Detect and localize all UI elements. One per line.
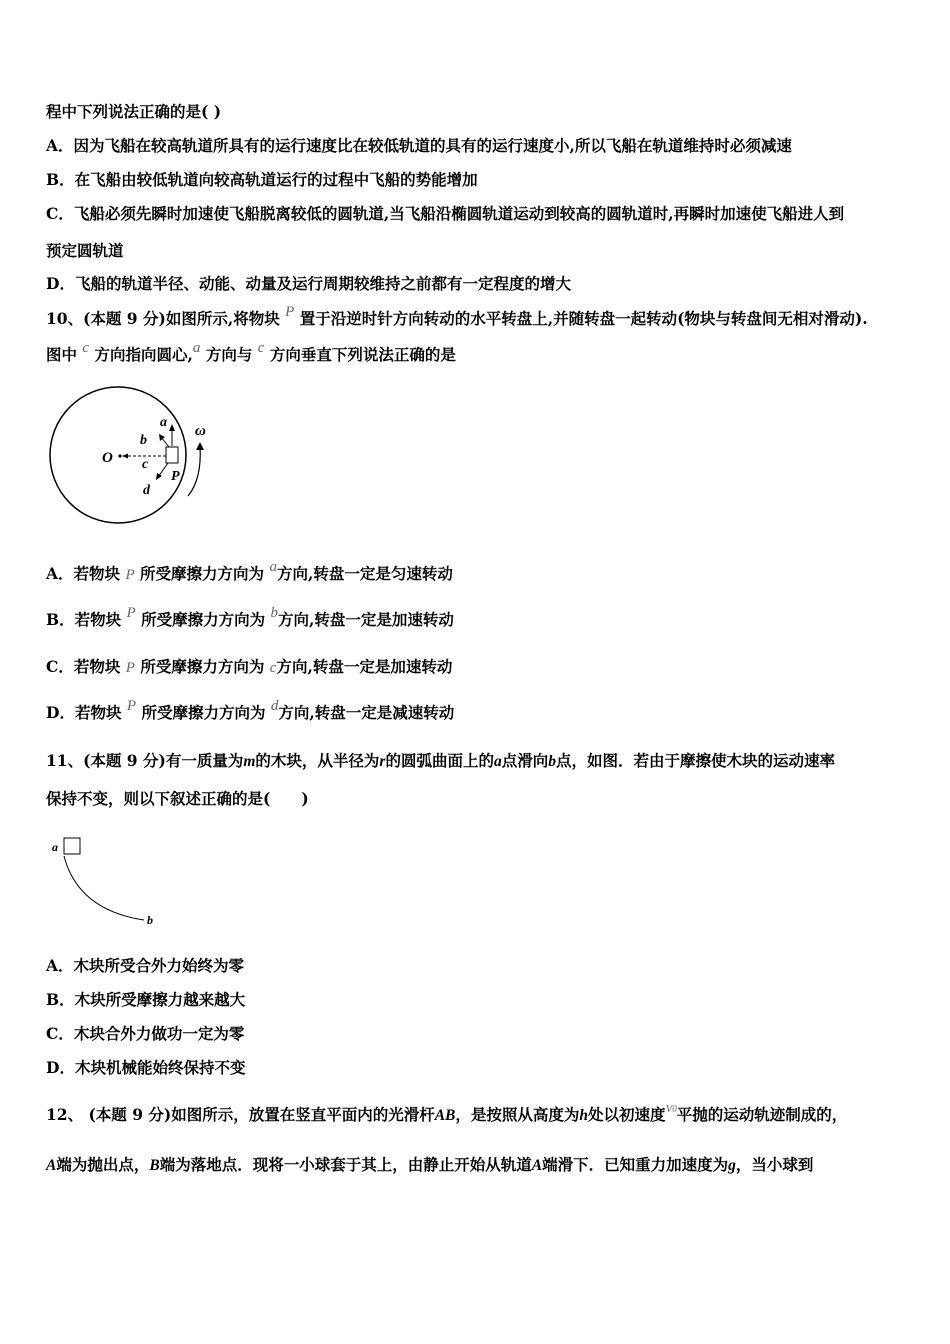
q11-arc-figure [48, 834, 163, 929]
q12-stem-line1: 12、 (本题 9 分)如图所示，放置在竖直平面内的光滑杆AB，是按照从高度为h处以初速度$^{V0}$平抛的运动轨迹制成的， [46, 1103, 848, 1124]
q11-option-c: C．木块合外力做功一定为零 [46, 1024, 245, 1043]
fig-label-o: O [102, 450, 113, 466]
q10-option-a: A．若物块 P 所受摩擦力方向为 a方向,转盘一定是匀速转动 [46, 559, 453, 583]
fig-label-a: a [160, 415, 167, 430]
fig-label-p: P [171, 469, 180, 484]
q10-option-c: C．若物块 P 所受摩擦力方向为 c方向,转盘一定是加速转动 [46, 657, 453, 676]
q12-stem-line2: A端为抛出点，B端为落地点．现将一小球套于其上，由静止开始从轨道A端滑下．已知重力加速度为g，当小球到 [46, 1155, 814, 1174]
fig-label-a: a [52, 840, 58, 854]
q10-stem-line2: 图中 c 方向指向圆心,a 方向与 c 方向垂直下列说法正确的是 [46, 340, 456, 364]
q9-stem-tail: 程中下列说法正确的是( ) [46, 102, 222, 121]
q10-option-d: D．若物块 P 所受摩擦力方向为 d方向,转盘一定是减速转动 [46, 698, 455, 722]
fig-label-d: d [143, 483, 150, 498]
fig-label-c: c [142, 457, 149, 472]
q11-option-a: A．木块所受合外力始终为零 [46, 956, 245, 975]
fig-label-b: b [147, 913, 153, 927]
q11-stem-line1: 11、(本题 9 分)有一质量为m的木块，从半径为r的圆弧曲面上的a点滑向b点，如图．若由于摩擦使木块的运动速率 [46, 751, 835, 770]
q9-option-b: B．在飞船由较低轨道向较高轨道运行的过程中飞船的势能增加 [46, 170, 478, 189]
q9-option-d: D．飞船的轨道半径、动能、动量及运行周期较维持之前都有一定程度的增大 [46, 274, 571, 293]
q9-option-c-continued: 预定圆轨道 [46, 241, 124, 260]
fig-label-b: b [140, 433, 147, 448]
q9-option-c: C．飞船必须先瞬时加速使飞船脱离较低的圆轨道,当飞船沿椭圆轨道运动到较高的圆轨道时,再瞬时加速使飞船进人到 [46, 204, 845, 223]
q10-turntable-figure [48, 384, 228, 529]
q10-option-b: B．若物块 P 所受摩擦力方向为 b方向,转盘一定是加速转动 [46, 605, 454, 629]
q9-option-a: A．因为飞船在较高轨道所具有的运行速度比在较低轨道的具有的运行速度小,所以飞船在轨道维持时必须减速 [46, 136, 792, 155]
q10-stem-line1: 10、(本题 9 分)如图所示,将物块 P 置于沿逆时针方向转动的水平转盘上,并随转盘一起转动(物块与转盘间无相对滑动). [46, 304, 868, 328]
q11-option-b: B．木块所受摩擦力越来越大 [46, 990, 246, 1009]
q11-stem-line2: 保持不变，则以下叙述正确的是( ) [46, 789, 309, 808]
fig-label-omega: ω [195, 423, 206, 439]
q11-option-d: D．木块机械能始终保持不变 [46, 1058, 246, 1077]
